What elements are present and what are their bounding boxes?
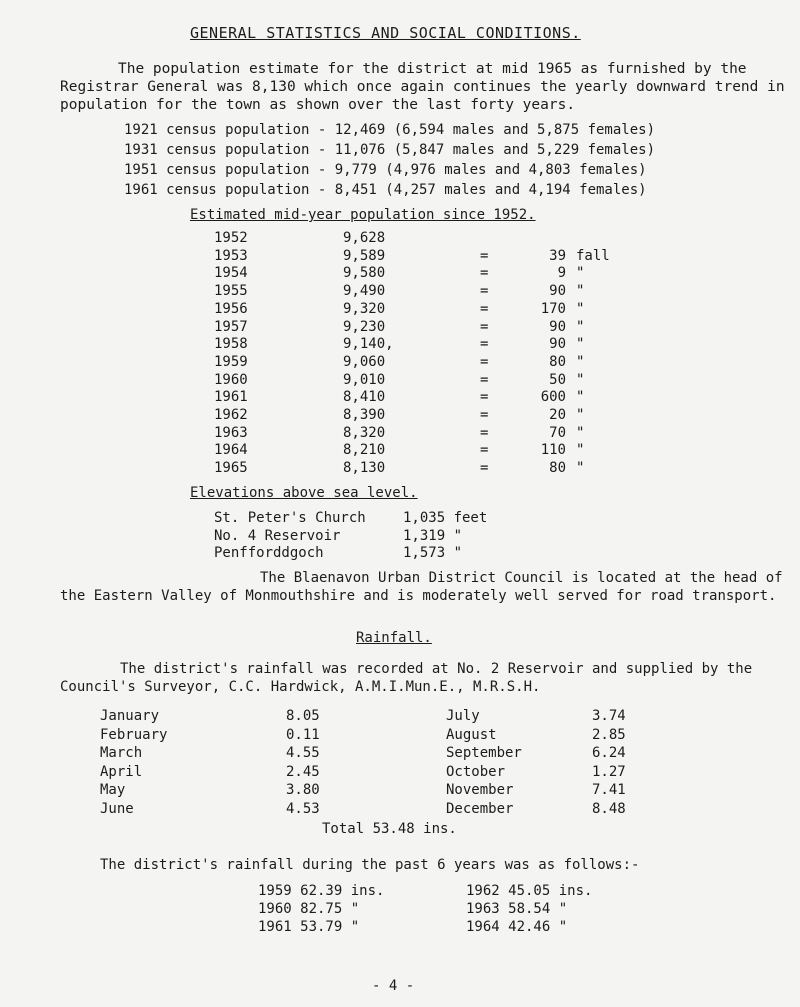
elevation-place: Penfforddgoch <box>214 545 324 561</box>
estimate-unit: " <box>576 336 585 353</box>
rainfall-month: December <box>446 800 514 817</box>
elevations-heading: Elevations above sea level. <box>190 485 418 501</box>
estimate-equals: = <box>480 407 489 423</box>
rainfall-intro-text: The district's rainfall was recorded at No. 2 Reservoir and supplied by the Council's Surveyor, C.C. Hardwick, A.M.I.Mun.E., M.R.S.H. <box>60 661 753 695</box>
estimate-year: 1963 <box>214 424 248 441</box>
estimate-unit: " <box>576 353 585 370</box>
past-rainfall-heading: The district's rainfall during the past 6 years was as follows:- <box>100 857 640 873</box>
rainfall-value: 4.55 <box>286 745 320 761</box>
estimate-year: 1953 <box>214 247 248 264</box>
rainfall-month: November <box>446 782 514 798</box>
location-paragraph <box>60 569 790 605</box>
rainfall-value: 3.80 <box>286 782 320 798</box>
estimate-equals: = <box>480 336 489 353</box>
estimate-unit: fall <box>576 247 610 264</box>
census-line: 1931 census population - 11,076 (5,847 males and 5,229 females) <box>124 142 656 158</box>
estimate-year: 1955 <box>214 283 248 300</box>
estimate-year: 1965 <box>214 460 248 477</box>
past-rainfall-year: 1962 45.05 ins. <box>466 883 593 899</box>
intro-paragraph <box>60 60 800 114</box>
estimate-change: 90 <box>549 336 566 353</box>
estimate-population: 9,230 <box>343 318 386 335</box>
elevation-place: St. Peter's Church <box>214 510 366 526</box>
estimate-year: 1952 <box>214 230 248 246</box>
rainfall-month: July <box>446 708 480 724</box>
estimate-equals: = <box>480 389 489 406</box>
estimate-change: 80 <box>549 353 566 370</box>
page-number: - 4 - <box>372 978 415 994</box>
rainfall-heading: Rainfall. <box>356 630 432 646</box>
estimate-year: 1956 <box>214 300 248 317</box>
rainfall-value: 7.41 <box>592 782 626 798</box>
rainfall-value: 3.74 <box>592 708 626 724</box>
rainfall-value: 8.48 <box>592 800 626 817</box>
rainfall-month: March <box>100 745 143 761</box>
estimate-year: 1964 <box>214 442 248 459</box>
estimate-unit: " <box>576 442 585 459</box>
estimate-population: 8,320 <box>343 424 386 441</box>
estimate-unit: " <box>576 283 585 300</box>
estimate-equals: = <box>480 353 489 370</box>
rainfall-month: October <box>446 763 506 780</box>
estimate-population: 8,210 <box>343 442 386 459</box>
past-rainfall-year: 1963 58.54 " <box>466 901 568 917</box>
rainfall-intro-paragraph <box>60 660 790 696</box>
estimate-change: 110 <box>540 442 566 459</box>
estimate-year: 1962 <box>214 407 248 423</box>
estimate-unit: " <box>576 424 585 441</box>
rainfall-month: August <box>446 726 497 743</box>
estimate-unit: " <box>576 407 585 423</box>
estimate-change: 50 <box>549 371 566 388</box>
estimate-year: 1959 <box>214 353 248 370</box>
estimate-population: 8,410 <box>343 389 386 406</box>
estimate-unit: " <box>576 300 585 317</box>
estimate-change: 39 <box>549 247 566 264</box>
estimate-unit: " <box>576 265 585 282</box>
census-line: 1921 census population - 12,469 (6,594 males and 5,875 females) <box>124 122 656 138</box>
estimate-change: 600 <box>540 389 566 406</box>
rainfall-month: April <box>100 763 143 780</box>
estimate-change: 80 <box>549 460 566 477</box>
estimate-unit: " <box>576 318 585 335</box>
past-rainfall-year: 1961 53.79 " <box>258 919 360 935</box>
estimate-equals: = <box>480 247 489 264</box>
elevation-height: 1,573 " <box>403 545 463 561</box>
rainfall-value: 0.11 <box>286 726 320 743</box>
estimate-change: 170 <box>540 300 566 317</box>
estimate-population: 9,010 <box>343 371 386 388</box>
estimate-change: 90 <box>549 318 566 335</box>
past-rainfall-year: 1964 42.46 " <box>466 919 568 935</box>
rainfall-total: Total 53.48 ins. <box>322 821 457 837</box>
rainfall-value: 2.45 <box>286 763 320 780</box>
rainfall-value: 6.24 <box>592 745 626 761</box>
elevation-height: 1,035 feet <box>403 510 488 526</box>
estimate-population: 9,628 <box>343 230 386 246</box>
estimate-year: 1954 <box>214 265 248 282</box>
estimate-unit: " <box>576 460 585 477</box>
rainfall-value: 4.53 <box>286 800 320 817</box>
estimate-change: 70 <box>549 424 566 441</box>
estimate-population: 9,320 <box>343 300 386 317</box>
estimate-population: 9,140, <box>343 336 394 353</box>
estimates-heading: Estimated mid-year population since 1952. <box>190 207 536 223</box>
rainfall-month: January <box>100 708 160 724</box>
rainfall-month: September <box>446 745 522 761</box>
estimate-population: 8,130 <box>343 460 386 477</box>
location-text: The Blaenavon Urban District Council is located at the head of the Eastern Valley of Monmouthshire and is moderately well served for road transport. <box>60 570 783 604</box>
elevation-place: No. 4 Reservoir <box>214 527 341 544</box>
elevation-height: 1,319 " <box>403 527 463 544</box>
estimate-equals: = <box>480 300 489 317</box>
estimate-equals: = <box>480 460 489 477</box>
census-line: 1951 census population - 9,779 (4,976 males and 4,803 females) <box>124 162 647 178</box>
estimate-unit: " <box>576 389 585 406</box>
rainfall-month: May <box>100 782 126 798</box>
estimate-change: 90 <box>549 283 566 300</box>
estimate-equals: = <box>480 265 489 282</box>
rainfall-value: 8.05 <box>286 708 320 724</box>
estimate-equals: = <box>480 424 489 441</box>
estimate-change: 20 <box>549 407 566 423</box>
estimate-equals: = <box>480 371 489 388</box>
rainfall-month: February <box>100 726 168 743</box>
estimate-population: 9,589 <box>343 247 386 264</box>
estimate-population: 9,580 <box>343 265 386 282</box>
estimate-year: 1957 <box>214 318 248 335</box>
rainfall-month: June <box>100 800 134 817</box>
past-rainfall-year: 1960 82.75 " <box>258 901 360 917</box>
estimate-population: 8,390 <box>343 407 386 423</box>
census-line: 1961 census population - 8,451 (4,257 males and 4,194 females) <box>124 182 647 198</box>
rainfall-value: 2.85 <box>592 726 626 743</box>
page-title: GENERAL STATISTICS AND SOCIAL CONDITIONS. <box>190 24 581 42</box>
estimate-population: 9,490 <box>343 283 386 300</box>
estimate-unit: " <box>576 371 585 388</box>
estimate-equals: = <box>480 442 489 459</box>
estimate-year: 1961 <box>214 389 248 406</box>
estimate-equals: = <box>480 318 489 335</box>
estimate-year: 1958 <box>214 336 248 353</box>
intro-text: The population estimate for the district at mid 1965 as furnished by the Registrar General was 8,130 which once again continues the yearly downward trend in population for the town as shown over the last forty years. <box>60 61 785 113</box>
estimate-population: 9,060 <box>343 353 386 370</box>
past-rainfall-year: 1959 62.39 ins. <box>258 883 385 899</box>
estimate-change: 9 <box>557 265 566 282</box>
estimate-equals: = <box>480 283 489 300</box>
estimate-year: 1960 <box>214 371 248 388</box>
rainfall-value: 1.27 <box>592 763 626 780</box>
